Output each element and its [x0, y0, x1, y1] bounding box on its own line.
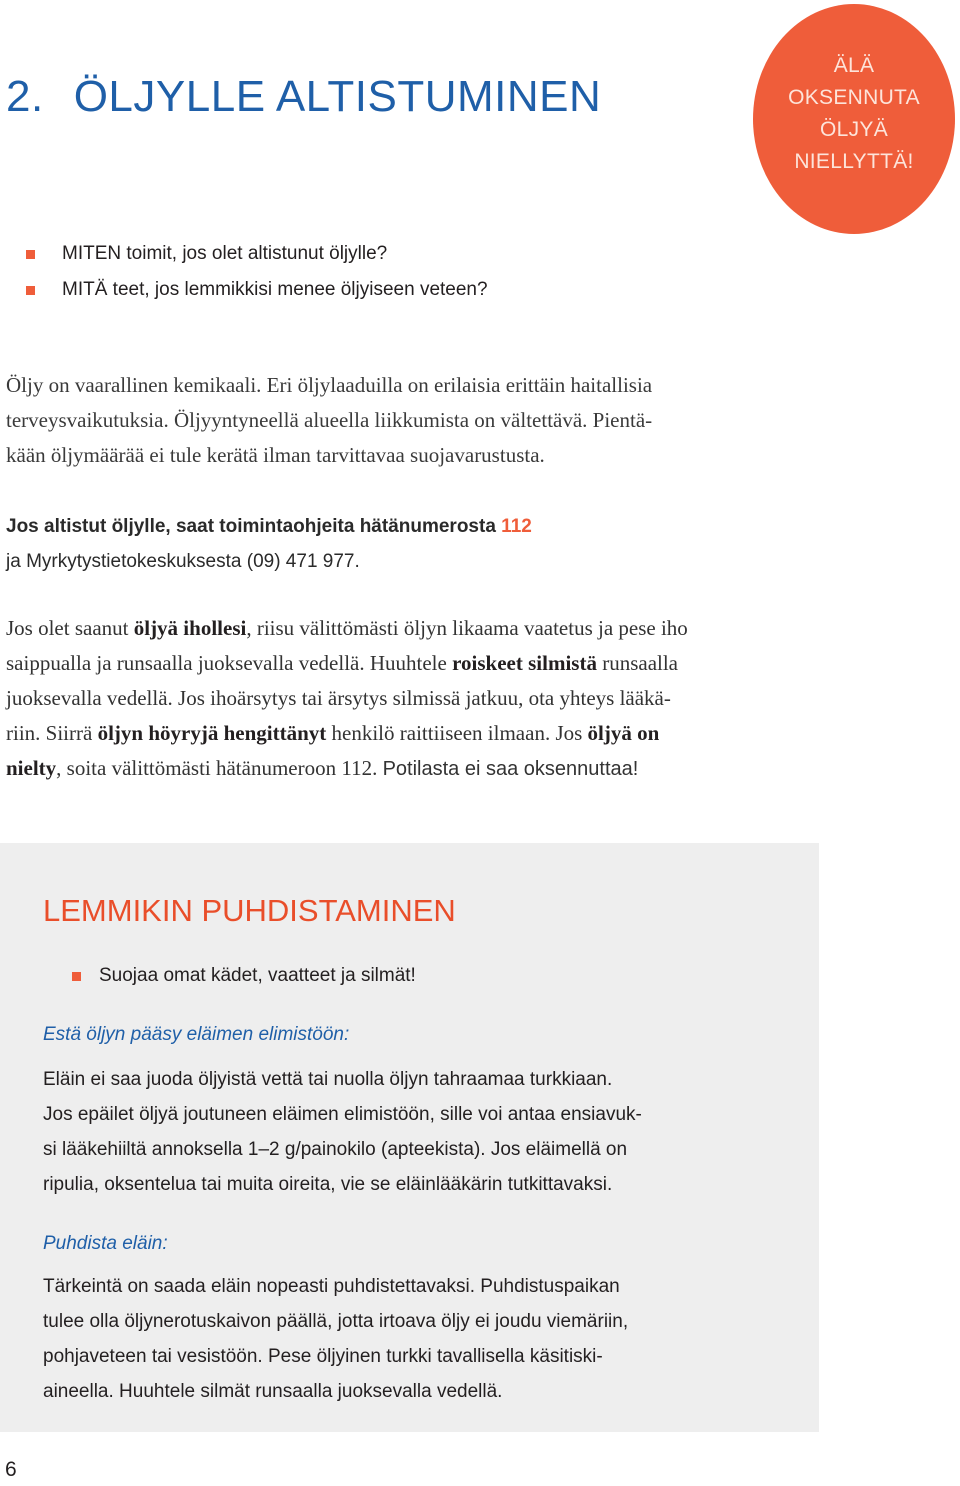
- emergency-line-1: Jos altistut öljylle, saat toimintaohjeita hätänumerosta 112: [6, 516, 532, 537]
- warning-badge: [753, 4, 955, 234]
- page-number: 6: [5, 1458, 17, 1481]
- emergency-info: [6, 509, 532, 579]
- badge-line: NIELLYTTÄ!: [794, 150, 914, 173]
- subheading-clean: Puhdista eläin:: [43, 1233, 168, 1254]
- exposure-paragraph: Jos olet saanut öljyä ihollesi, riisu välittömästi öljyn likaama vaatetus ja pese iho saippualla ja runsaalla juoksevalla vedellä. Huuhtele roiskeet silmistä runsaalla juoksevalla vedellä. Jos ihoärsytys tai ärsytys silmissä jatkuu, ota yhteys lääkä- riin. Siirrä öljyn höyryjä hengittänyt henkilö raittiiseen ilmaan. Jos öljyä on nielty, soita välittömästi hätänumeroon 112. Potilasta ei saa oksennuttaa!: [6, 616, 688, 780]
- emergency-line-2: ja Myrkytystietokeskuksesta (09) 471 977.: [6, 551, 360, 572]
- question-item: MITÄ teet, jos lemmikkisi menee öljyiseen veteen?: [26, 272, 488, 308]
- intro-paragraph: Öljy on vaarallinen kemikaali. Eri öljylaaduilla on erilaisia erittäin haitallisia terveysvaikutuksia. Öljyyntyneellä alueella liikkumista on vältettävä. Pientä- kään öljymäärää ei tule kerätä ilman tarvittavaa suojavarustusta.: [6, 373, 653, 467]
- emergency-number: 112: [501, 516, 532, 537]
- badge-line: ÄLÄ: [833, 54, 875, 77]
- question-item: MITEN toimit, jos olet altistunut öljylle?: [26, 236, 488, 272]
- section-title: ÖLJYLLE ALTISTUMINEN: [73, 72, 602, 121]
- prevent-paragraph: Eläin ei saa juoda öljyistä vettä tai nuolla öljyn tahraamaa turkkiaan. Jos epäilet öljyä joutuneen eläimen elimistöön, sille voi antaa ensiavuk- si lääkehiiltä annoksella 1–2 g/painokilo (apteekista). Jos eläimellä on ripulia, oksentelua tai muita oireita, vie se eläinlääkärin tutkittavaksi.: [43, 1069, 642, 1195]
- clean-paragraph: Tärkeintä on saada eläin nopeasti puhdistettavaksi. Puhdistuspaikan tulee olla öljynerotuskaivon päällä, jotta irtoava öljy ei joudu viemäriin, pohjaveteen tai vesistöön. Pese öljyinen turkki tavallisella käsitiski- aineella. Huuhtele silmät runsaalla juoksevalla vedellä.: [43, 1276, 629, 1402]
- subheading-prevent: Estä öljyn pääsy eläimen elimistöön:: [43, 1024, 350, 1045]
- badge-line: OKSENNUTA: [788, 86, 920, 109]
- badge-line: ÖLJYÄ: [819, 118, 888, 141]
- square-bullet-icon: [26, 286, 35, 295]
- pet-section-title: LEMMIKIN PUHDISTAMINEN: [43, 893, 456, 928]
- page-title: [6, 72, 601, 122]
- warning-badge-text: [788, 50, 920, 178]
- pet-bullet-item: Suojaa omat kädet, vaatteet ja silmät!: [72, 958, 416, 994]
- section-number: 2.: [6, 72, 44, 121]
- pet-bullet-list: [72, 958, 416, 994]
- question-list: [26, 236, 488, 308]
- square-bullet-icon: [26, 250, 35, 259]
- square-bullet-icon: [72, 972, 81, 981]
